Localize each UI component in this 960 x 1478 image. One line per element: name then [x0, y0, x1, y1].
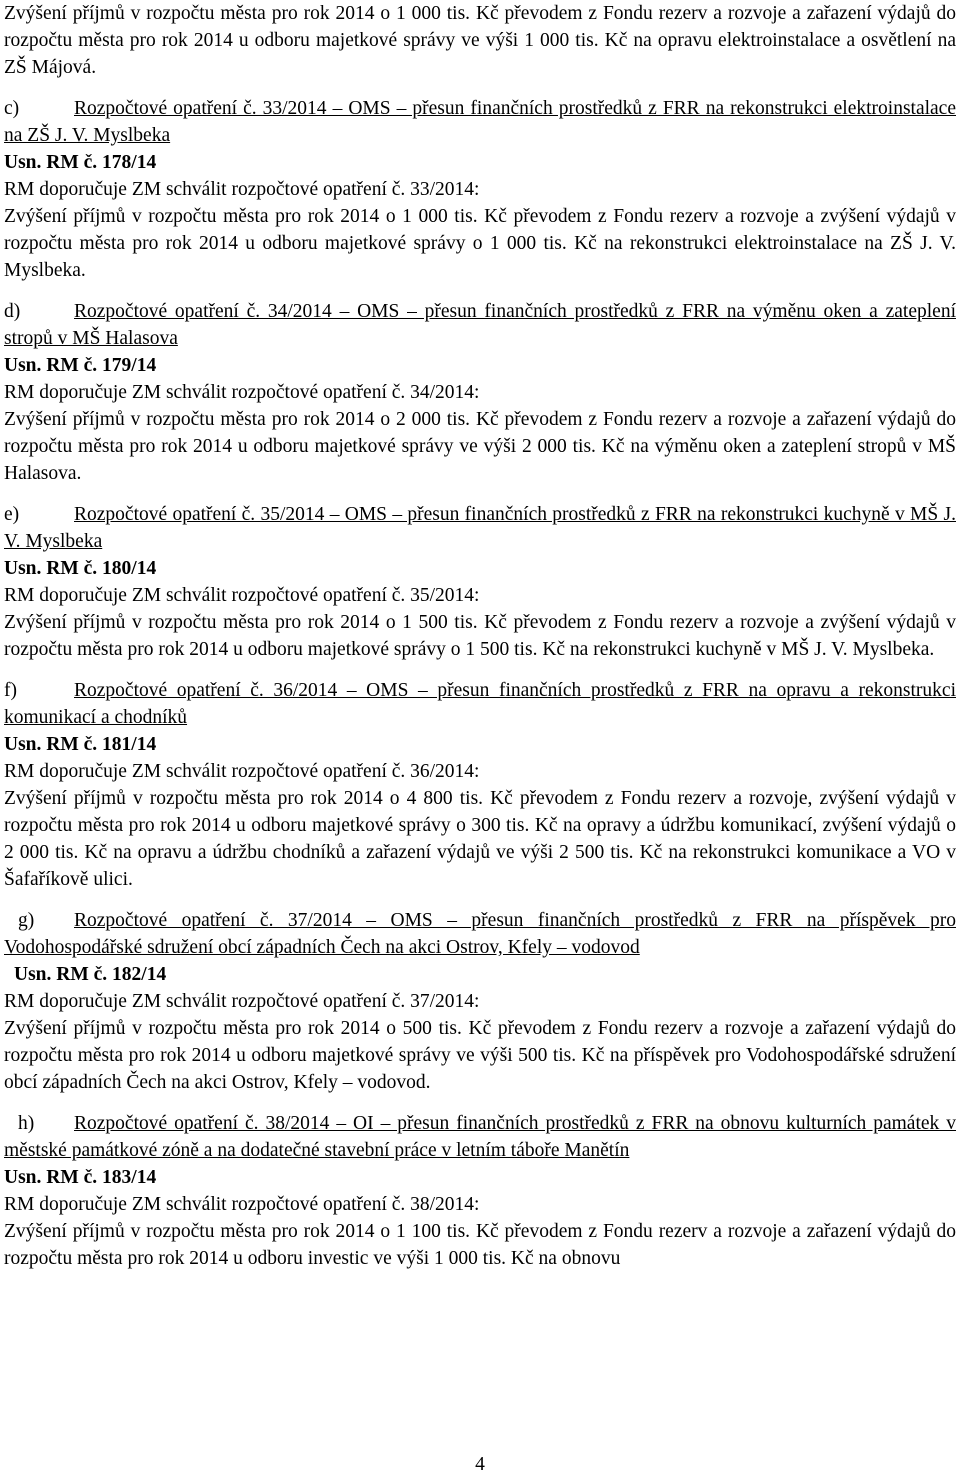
recommendation: RM doporučuje ZM schválit rozpočtové opatření č. 36/2014: [4, 761, 480, 782]
section-f [4, 677, 956, 893]
section-title: Rozpočtové opatření č. 36/2014 – OMS – přesun finančních prostředků z FRR na opravu a rekonstrukci komunikací a chodníků [4, 680, 956, 728]
section-body: Zvýšení příjmů v rozpočtu města pro rok 2014 o 4 800 tis. Kč převodem z Fondu rezerv a rozvoje, zvýšení výdajů v rozpočtu města pro rok 2014 u odboru majetkové správy o 300 tis. Kč na opravy a údržbu komunikací, zvýšení výdajů o 2 000 tis. Kč na opravu a údržbu chodníků a zařazení výdajů ve výši 2 500 tis. Kč na rekonstrukci komunikace a VO v Šafaříkově ulici. [4, 788, 956, 890]
recommendation: RM doporučuje ZM schválit rozpočtové opatření č. 33/2014: [4, 179, 480, 200]
resolution-number: Usn. RM č. 181/14 [4, 734, 157, 755]
resolution-number: Usn. RM č. 180/14 [4, 558, 157, 579]
section-body: Zvýšení příjmů v rozpočtu města pro rok 2014 o 1 100 tis. Kč převodem z Fondu rezerv a rozvoje a zařazení výdajů do rozpočtu města pro rok 2014 u odboru investic ve výši 1 000 tis. Kč na obnovu [4, 1221, 956, 1269]
section-body: Zvýšení příjmů v rozpočtu města pro rok 2014 o 2 000 tis. Kč převodem z Fondu rezerv a rozvoje a zařazení výdajů do rozpočtu města pro rok 2014 u odboru majetkové správy ve výši 2 000 tis. Kč na výměnu oken a zateplení stropů v MŠ Halasova. [4, 409, 956, 484]
section-body: Zvýšení příjmů v rozpočtu města pro rok 2014 o 1 500 tis. Kč převodem z Fondu rezerv a rozvoje a zvýšení výdajů v rozpočtu města pro rok 2014 u odboru majetkové správy o 1 500 tis. Kč na rekonstrukci kuchyně v MŠ J. V. Myslbeka. [4, 612, 956, 660]
section-heading [4, 907, 956, 961]
section-d [4, 298, 956, 487]
resolution-number: Usn. RM č. 182/14 [14, 964, 167, 985]
section-heading [4, 677, 956, 731]
recommendation: RM doporučuje ZM schválit rozpočtové opatření č. 35/2014: [4, 585, 480, 606]
section-heading [4, 95, 956, 149]
resolution-number: Usn. RM č. 179/14 [4, 355, 157, 376]
section-letter: g) [18, 910, 35, 931]
intro-paragraph: Zvýšení příjmů v rozpočtu města pro rok 2014 o 1 000 tis. Kč převodem z Fondu rezerv a rozvoje a zařazení výdajů do rozpočtu města pro rok 2014 u odboru majetkové správy ve výši 1 000 tis. Kč na opravu elektroinstalace a osvětlení na ZŠ Májová. [4, 3, 956, 78]
recommendation: RM doporučuje ZM schválit rozpočtové opatření č. 34/2014: [4, 382, 480, 403]
section-title: Rozpočtové opatření č. 35/2014 – OMS – přesun finančních prostředků z FRR na rekonstrukci kuchyně v MŠ J. V. Myslbeka [4, 504, 956, 552]
section-c [4, 95, 956, 284]
section-title: Rozpočtové opatření č. 34/2014 – OMS – přesun finančních prostředků z FRR na výměnu oken a zateplení stropů v MŠ Halasova [4, 301, 956, 349]
section-title: Rozpočtové opatření č. 33/2014 – OMS – přesun finančních prostředků z FRR na rekonstrukci elektroinstalace na ZŠ J. V. Myslbeka [4, 98, 956, 146]
section-body: Zvýšení příjmů v rozpočtu města pro rok 2014 o 1 000 tis. Kč převodem z Fondu rezerv a rozvoje a zvýšení výdajů v rozpočtu města pro rok 2014 u odboru majetkové správy o 1 000 tis. Kč na rekonstrukci elektroinstalace na ZŠ J. V. Myslbeka. [4, 206, 956, 281]
section-letter: f) [4, 680, 17, 701]
section-body: Zvýšení příjmů v rozpočtu města pro rok 2014 o 500 tis. Kč převodem z Fondu rezerv a rozvoje a zařazení výdajů do rozpočtu města pro rok 2014 u odboru majetkové správy ve výši 500 tis. Kč na příspěvek pro Vodohospodářské sdružení obcí západních Čech na akci Ostrov, Kfely – vodovod. [4, 1018, 956, 1093]
section-letter: e) [4, 504, 20, 525]
section-heading [4, 1110, 956, 1164]
recommendation: RM doporučuje ZM schválit rozpočtové opatření č. 38/2014: [4, 1194, 480, 1215]
section-title: Rozpočtové opatření č. 38/2014 – OI – přesun finančních prostředků z FRR na obnovu kulturních památek v městské památkové zóně a na dodatečné stavební práce v letním táboře Manětín [4, 1113, 956, 1161]
section-g [4, 907, 956, 1096]
section-h [4, 1110, 956, 1272]
section-title: Rozpočtové opatření č. 37/2014 – OMS – přesun finančních prostředků z FRR na příspěvek pro Vodohospodářské sdružení obcí západních Čech na akci Ostrov, Kfely – vodovod [4, 910, 956, 958]
section-letter: c) [4, 98, 20, 119]
section-e [4, 501, 956, 663]
recommendation: RM doporučuje ZM schválit rozpočtové opatření č. 37/2014: [4, 991, 480, 1012]
section-heading [4, 298, 956, 352]
page-number: 4 [475, 1454, 485, 1475]
document-page [4, 0, 956, 1272]
section-heading [4, 501, 956, 555]
resolution-number: Usn. RM č. 183/14 [4, 1167, 157, 1188]
resolution-number: Usn. RM č. 178/14 [4, 152, 157, 173]
section-letter: h) [18, 1113, 35, 1134]
section-letter: d) [4, 301, 21, 322]
